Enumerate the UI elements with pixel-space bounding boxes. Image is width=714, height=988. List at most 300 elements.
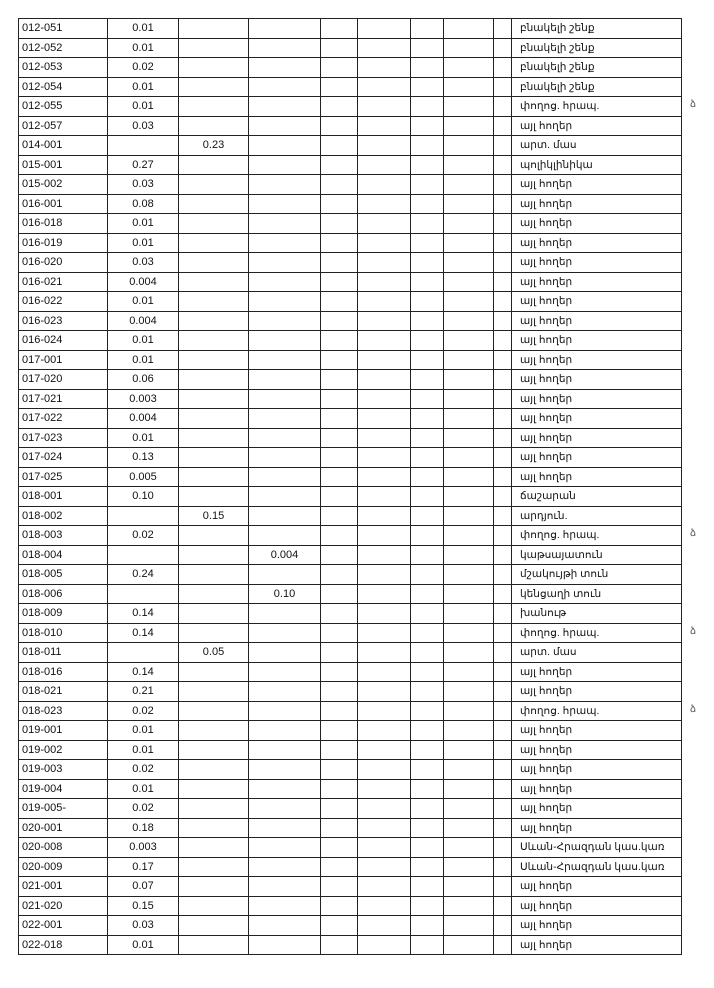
- empty-cell: [494, 760, 512, 780]
- empty-cell: [358, 350, 411, 370]
- empty-cell: [494, 916, 512, 936]
- empty-cell: [358, 155, 411, 175]
- parcel-code: 020-009: [19, 857, 108, 877]
- empty-cell: [321, 799, 358, 819]
- empty-cell: [444, 760, 494, 780]
- area-col-3: [179, 253, 249, 273]
- area-col-2: 0.02: [108, 760, 179, 780]
- empty-cell: [494, 331, 512, 351]
- empty-cell: [358, 643, 411, 663]
- empty-cell: [444, 565, 494, 585]
- empty-cell: [358, 935, 411, 955]
- empty-cell: [358, 19, 411, 39]
- parcel-code: 020-008: [19, 838, 108, 858]
- area-col-4: [249, 779, 321, 799]
- land-use-description: այլ հողեր: [512, 877, 682, 897]
- area-col-3: 0.23: [179, 136, 249, 156]
- land-use-description: արտ. մաս: [512, 643, 682, 663]
- area-col-4: [249, 116, 321, 136]
- table-row: [19, 896, 682, 916]
- area-col-4: [249, 740, 321, 760]
- empty-cell: [321, 877, 358, 897]
- area-col-3: [179, 194, 249, 214]
- empty-cell: [321, 623, 358, 643]
- empty-cell: [321, 311, 358, 331]
- table-row: [19, 662, 682, 682]
- empty-cell: [494, 58, 512, 78]
- empty-cell: [321, 331, 358, 351]
- table-row: [19, 779, 682, 799]
- empty-cell: [494, 214, 512, 234]
- empty-cell: [494, 19, 512, 39]
- empty-cell: [444, 799, 494, 819]
- empty-cell: [494, 838, 512, 858]
- parcel-code: 014-001: [19, 136, 108, 156]
- area-col-3: [179, 428, 249, 448]
- empty-cell: [494, 818, 512, 838]
- parcel-code: 012-054: [19, 77, 108, 97]
- area-col-3: [179, 545, 249, 565]
- empty-cell: [411, 506, 444, 526]
- empty-cell: [358, 58, 411, 78]
- empty-cell: [411, 604, 444, 624]
- empty-cell: [411, 448, 444, 468]
- empty-cell: [411, 19, 444, 39]
- empty-cell: [358, 701, 411, 721]
- empty-cell: [494, 136, 512, 156]
- area-col-3: [179, 311, 249, 331]
- empty-cell: [444, 838, 494, 858]
- parcel-code: 018-011: [19, 643, 108, 663]
- empty-cell: [411, 136, 444, 156]
- land-use-description: այլ հողեր: [512, 721, 682, 741]
- area-col-2: 0.01: [108, 740, 179, 760]
- area-col-3: [179, 292, 249, 312]
- area-col-3: [179, 818, 249, 838]
- empty-cell: [444, 97, 494, 117]
- area-col-4: [249, 487, 321, 507]
- empty-cell: [444, 935, 494, 955]
- empty-cell: [321, 214, 358, 234]
- empty-cell: [321, 682, 358, 702]
- area-col-2: [108, 643, 179, 663]
- empty-cell: [321, 526, 358, 546]
- area-col-2: [108, 506, 179, 526]
- table-row: [19, 584, 682, 604]
- empty-cell: [358, 292, 411, 312]
- empty-cell: [411, 58, 444, 78]
- empty-cell: [358, 838, 411, 858]
- empty-cell: [444, 350, 494, 370]
- empty-cell: [494, 877, 512, 897]
- parcel-code: 016-020: [19, 253, 108, 273]
- table-row: [19, 97, 682, 117]
- empty-cell: [358, 116, 411, 136]
- area-col-4: [249, 350, 321, 370]
- empty-cell: [321, 292, 358, 312]
- empty-cell: [444, 721, 494, 741]
- empty-cell: [494, 194, 512, 214]
- table-row: [19, 136, 682, 156]
- empty-cell: [411, 584, 444, 604]
- area-col-4: [249, 565, 321, 585]
- empty-cell: [411, 253, 444, 273]
- empty-cell: [411, 311, 444, 331]
- area-col-4: 0.10: [249, 584, 321, 604]
- empty-cell: [358, 662, 411, 682]
- area-col-4: [249, 311, 321, 331]
- area-col-3: [179, 682, 249, 702]
- land-use-description: բնակելի շենք: [512, 58, 682, 78]
- table-row: [19, 467, 682, 487]
- area-col-4: [249, 409, 321, 429]
- empty-cell: [411, 272, 444, 292]
- area-col-4: [249, 77, 321, 97]
- empty-cell: [444, 545, 494, 565]
- area-col-2: 0.01: [108, 331, 179, 351]
- land-use-description: այլ հողեր: [512, 799, 682, 819]
- table-row: [19, 760, 682, 780]
- empty-cell: [321, 838, 358, 858]
- empty-cell: [411, 623, 444, 643]
- area-col-3: [179, 623, 249, 643]
- area-col-2: 0.003: [108, 838, 179, 858]
- empty-cell: [411, 389, 444, 409]
- area-col-2: 0.10: [108, 487, 179, 507]
- area-col-3: [179, 779, 249, 799]
- parcel-code: 020-001: [19, 818, 108, 838]
- area-col-4: [249, 935, 321, 955]
- table-row: [19, 19, 682, 39]
- area-col-4: [249, 389, 321, 409]
- empty-cell: [494, 292, 512, 312]
- land-use-description: փողոց. հրապ.: [512, 623, 682, 643]
- area-col-3: [179, 896, 249, 916]
- empty-cell: [321, 38, 358, 58]
- empty-cell: [358, 896, 411, 916]
- area-col-3: [179, 526, 249, 546]
- empty-cell: [444, 526, 494, 546]
- area-col-3: [179, 389, 249, 409]
- empty-cell: [494, 584, 512, 604]
- empty-cell: [411, 38, 444, 58]
- empty-cell: [444, 740, 494, 760]
- empty-cell: [321, 545, 358, 565]
- empty-cell: [494, 370, 512, 390]
- parcel-code: 018-004: [19, 545, 108, 565]
- area-col-3: [179, 409, 249, 429]
- parcel-code: 018-003: [19, 526, 108, 546]
- area-col-2: 0.01: [108, 38, 179, 58]
- empty-cell: [494, 389, 512, 409]
- land-use-description: այլ հողեր: [512, 662, 682, 682]
- land-use-description: այլ հողեր: [512, 448, 682, 468]
- area-col-4: [249, 155, 321, 175]
- empty-cell: [358, 857, 411, 877]
- area-col-3: [179, 155, 249, 175]
- area-col-3: [179, 799, 249, 819]
- area-col-2: 0.005: [108, 467, 179, 487]
- land-use-description: այլ հողեր: [512, 818, 682, 838]
- empty-cell: [321, 701, 358, 721]
- table-row: [19, 818, 682, 838]
- area-col-2: [108, 545, 179, 565]
- area-col-4: [249, 643, 321, 663]
- empty-cell: [494, 487, 512, 507]
- table-row: [19, 194, 682, 214]
- empty-cell: [321, 272, 358, 292]
- empty-cell: [444, 896, 494, 916]
- area-col-4: [249, 292, 321, 312]
- land-use-description: այլ հողեր: [512, 331, 682, 351]
- area-col-2: 0.06: [108, 370, 179, 390]
- empty-cell: [321, 857, 358, 877]
- empty-cell: [321, 350, 358, 370]
- area-col-2: 0.01: [108, 428, 179, 448]
- empty-cell: [358, 584, 411, 604]
- area-col-4: [249, 838, 321, 858]
- parcel-code: 018-005: [19, 565, 108, 585]
- area-col-2: 0.01: [108, 779, 179, 799]
- area-col-4: [249, 331, 321, 351]
- land-use-description: խանութ: [512, 604, 682, 624]
- parcel-code: 017-023: [19, 428, 108, 448]
- area-col-3: [179, 584, 249, 604]
- land-use-description: այլ հողեր: [512, 779, 682, 799]
- table-row: [19, 428, 682, 448]
- area-col-3: [179, 721, 249, 741]
- empty-cell: [411, 350, 444, 370]
- table-row: [19, 311, 682, 331]
- table-row: [19, 77, 682, 97]
- land-use-description: կաթսայատուն: [512, 545, 682, 565]
- margin-note: ձ: [690, 99, 697, 110]
- empty-cell: [358, 409, 411, 429]
- area-col-2: 0.01: [108, 292, 179, 312]
- area-col-4: [249, 448, 321, 468]
- empty-cell: [444, 272, 494, 292]
- parcel-code: 016-024: [19, 331, 108, 351]
- area-col-4: [249, 175, 321, 195]
- land-use-description: այլ հողեր: [512, 467, 682, 487]
- parcel-code: 012-052: [19, 38, 108, 58]
- empty-cell: [444, 233, 494, 253]
- empty-cell: [321, 896, 358, 916]
- empty-cell: [411, 662, 444, 682]
- area-col-2: [108, 136, 179, 156]
- area-col-2: 0.14: [108, 604, 179, 624]
- empty-cell: [444, 194, 494, 214]
- area-col-4: [249, 467, 321, 487]
- table-row: [19, 370, 682, 390]
- land-use-description: այլ հողեր: [512, 409, 682, 429]
- land-use-description: Սևան-Հրազդան կաս.կառ: [512, 838, 682, 858]
- empty-cell: [411, 565, 444, 585]
- margin-note: ձ: [690, 704, 697, 715]
- empty-cell: [358, 818, 411, 838]
- empty-cell: [411, 487, 444, 507]
- empty-cell: [494, 448, 512, 468]
- empty-cell: [358, 448, 411, 468]
- empty-cell: [494, 350, 512, 370]
- parcel-code: 021-001: [19, 877, 108, 897]
- parcel-code: 016-018: [19, 214, 108, 234]
- empty-cell: [321, 370, 358, 390]
- empty-cell: [444, 779, 494, 799]
- table-row: [19, 799, 682, 819]
- parcel-code: 017-022: [19, 409, 108, 429]
- empty-cell: [358, 77, 411, 97]
- empty-cell: [411, 799, 444, 819]
- empty-cell: [444, 506, 494, 526]
- area-col-4: [249, 233, 321, 253]
- table-row: [19, 272, 682, 292]
- area-col-2: 0.13: [108, 448, 179, 468]
- empty-cell: [321, 175, 358, 195]
- area-col-2: 0.03: [108, 175, 179, 195]
- table-row: [19, 604, 682, 624]
- table-row: [19, 409, 682, 429]
- empty-cell: [444, 877, 494, 897]
- parcel-code: 019-001: [19, 721, 108, 741]
- empty-cell: [358, 253, 411, 273]
- area-col-4: [249, 194, 321, 214]
- land-use-description: ճաշարան: [512, 487, 682, 507]
- empty-cell: [494, 97, 512, 117]
- parcel-code: 016-021: [19, 272, 108, 292]
- empty-cell: [444, 604, 494, 624]
- area-col-2: 0.27: [108, 155, 179, 175]
- parcel-code: 022-018: [19, 935, 108, 955]
- empty-cell: [444, 682, 494, 702]
- empty-cell: [411, 857, 444, 877]
- table-row: [19, 38, 682, 58]
- empty-cell: [411, 116, 444, 136]
- land-use-description: Սևան-Հրազդան կաս.կառ: [512, 857, 682, 877]
- empty-cell: [411, 896, 444, 916]
- area-col-3: [179, 272, 249, 292]
- empty-cell: [321, 194, 358, 214]
- empty-cell: [411, 779, 444, 799]
- empty-cell: [411, 721, 444, 741]
- empty-cell: [444, 428, 494, 448]
- empty-cell: [411, 331, 444, 351]
- empty-cell: [358, 389, 411, 409]
- area-col-4: [249, 19, 321, 39]
- empty-cell: [494, 175, 512, 195]
- empty-cell: [494, 799, 512, 819]
- land-use-description: այլ հողեր: [512, 428, 682, 448]
- area-col-2: 0.24: [108, 565, 179, 585]
- area-col-3: [179, 604, 249, 624]
- margin-note: ձ: [690, 626, 697, 637]
- empty-cell: [321, 565, 358, 585]
- empty-cell: [321, 584, 358, 604]
- parcel-code: 016-019: [19, 233, 108, 253]
- area-col-2: 0.02: [108, 526, 179, 546]
- parcel-code: 015-001: [19, 155, 108, 175]
- empty-cell: [444, 214, 494, 234]
- empty-cell: [321, 116, 358, 136]
- empty-cell: [444, 19, 494, 39]
- empty-cell: [321, 233, 358, 253]
- area-col-3: [179, 448, 249, 468]
- land-parcel-table: [18, 18, 682, 955]
- empty-cell: [358, 604, 411, 624]
- table-row: [19, 857, 682, 877]
- table-row: [19, 721, 682, 741]
- table-row: [19, 116, 682, 136]
- area-col-4: [249, 506, 321, 526]
- empty-cell: [444, 448, 494, 468]
- area-col-2: 0.08: [108, 194, 179, 214]
- area-col-2: 0.07: [108, 877, 179, 897]
- land-use-description: այլ հողեր: [512, 253, 682, 273]
- empty-cell: [494, 721, 512, 741]
- empty-cell: [321, 448, 358, 468]
- empty-cell: [411, 643, 444, 663]
- empty-cell: [411, 740, 444, 760]
- table-row: [19, 838, 682, 858]
- empty-cell: [444, 77, 494, 97]
- empty-cell: [358, 526, 411, 546]
- empty-cell: [358, 565, 411, 585]
- empty-cell: [411, 97, 444, 117]
- area-col-4: [249, 526, 321, 546]
- parcel-code: 017-025: [19, 467, 108, 487]
- table-row: [19, 389, 682, 409]
- area-col-3: [179, 175, 249, 195]
- area-col-2: 0.21: [108, 682, 179, 702]
- table-row: [19, 233, 682, 253]
- area-col-2: 0.01: [108, 19, 179, 39]
- land-use-description: փողոց. հրապ.: [512, 701, 682, 721]
- area-col-3: [179, 58, 249, 78]
- empty-cell: [358, 916, 411, 936]
- empty-cell: [411, 760, 444, 780]
- land-use-description: այլ հողեր: [512, 272, 682, 292]
- parcel-code: 012-055: [19, 97, 108, 117]
- area-col-3: [179, 77, 249, 97]
- area-col-2: 0.17: [108, 857, 179, 877]
- empty-cell: [411, 155, 444, 175]
- empty-cell: [358, 721, 411, 741]
- empty-cell: [321, 740, 358, 760]
- parcel-code: 017-020: [19, 370, 108, 390]
- area-col-2: 0.03: [108, 916, 179, 936]
- empty-cell: [358, 97, 411, 117]
- table-row: [19, 916, 682, 936]
- empty-cell: [358, 194, 411, 214]
- area-col-3: [179, 760, 249, 780]
- land-use-description: այլ հողեր: [512, 896, 682, 916]
- empty-cell: [444, 916, 494, 936]
- empty-cell: [494, 643, 512, 663]
- table-row: [19, 448, 682, 468]
- area-col-4: [249, 877, 321, 897]
- area-col-3: [179, 701, 249, 721]
- empty-cell: [444, 623, 494, 643]
- empty-cell: [494, 272, 512, 292]
- table-row: [19, 58, 682, 78]
- empty-cell: [494, 409, 512, 429]
- empty-cell: [494, 623, 512, 643]
- land-use-description: այլ հողեր: [512, 311, 682, 331]
- area-col-4: [249, 253, 321, 273]
- table-row: [19, 331, 682, 351]
- empty-cell: [358, 740, 411, 760]
- table-row: [19, 740, 682, 760]
